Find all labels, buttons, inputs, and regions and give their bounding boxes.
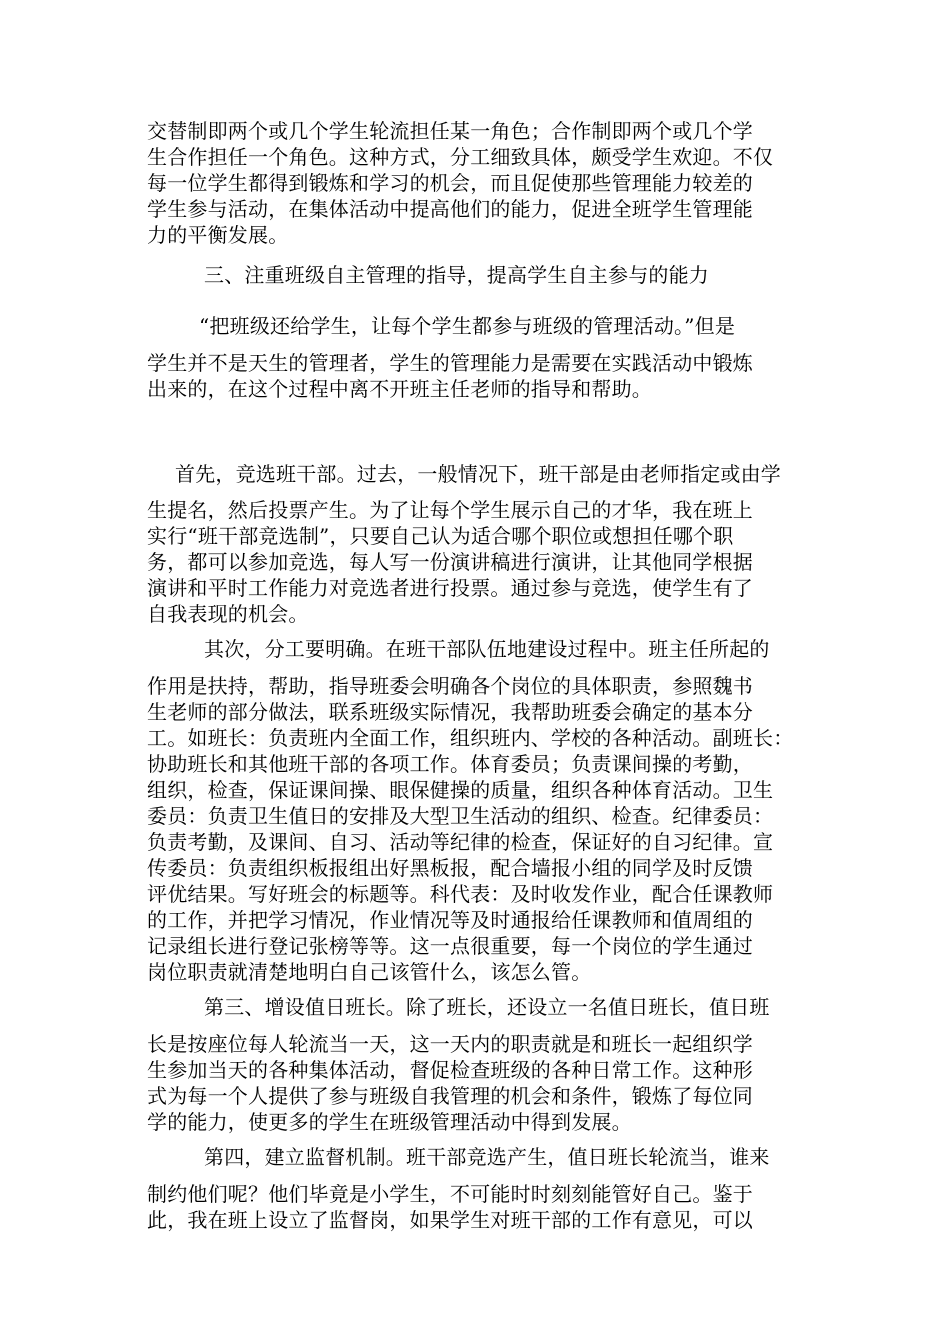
text-line: 作用是扶持，帮助，指导班委会明确各个岗位的具体职责，参照魏书 <box>147 674 753 698</box>
text-line: 记录组长进行登记张榜等等。这一点很重要，每一个岗位的学生通过 <box>147 934 753 958</box>
text-line: 首先，竞选班干部。过去，一般情况下，班干部是由老师指定或由学 <box>175 462 781 486</box>
text-line: 交替制即两个或几个学生轮流担任某一角色；合作制即两个或几个学 <box>147 119 753 143</box>
text-line: 学生并不是天生的管理者，学生的管理能力是需要在实践活动中锻炼 <box>147 351 753 375</box>
section-heading: 三、注重班级自主管理的指导，提高学生自主参与的能力 <box>204 263 709 287</box>
text-line: 其次，分工要明确。在班干部队伍地建设过程中。班主任所起的 <box>204 637 770 661</box>
text-line: 力的平衡发展。 <box>147 223 289 247</box>
text-line: 式为每一个人提供了参与班级自我管理的机会和条件，锻炼了每位同 <box>147 1084 753 1108</box>
text-line: 演讲和平时工作能力对竞选者进行投票。通过参与竞选，使学生有了 <box>147 576 753 600</box>
text-line: 第四，建立监督机制。班干部竞选产生，值日班长轮流当，谁来 <box>204 1145 770 1169</box>
text-line: 生老师的部分做法，联系班级实际情况，我帮助班委会确定的基本分 <box>147 700 753 724</box>
text-line: 第三、增设值日班长。除了班长，还设立一名值日班长，值日班 <box>204 995 770 1019</box>
text-line: 生提名，然后投票产生。为了让每个学生展示自己的才华，我在班上 <box>147 498 753 522</box>
text-line: 实行“班干部竞选制”，只要自己认为适合哪个职位或想担任哪个职 <box>147 524 734 548</box>
text-line: 传委员：负责组织板报组出好黑板报，配合墙报小组的同学及时反馈 <box>147 856 753 880</box>
text-line: 学生参与活动，在集体活动中提高他们的能力，促进全班学生管理能 <box>147 197 753 221</box>
text-line: 此，我在班上设立了监督岗，如果学生对班干部的工作有意见，可以 <box>147 1208 753 1232</box>
text-line: 学的能力，使更多的学生在班级管理活动中得到发展。 <box>147 1110 632 1134</box>
text-line: 每一位学生都得到锻炼和学习的机会，而且促使那些管理能力较差的 <box>147 171 753 195</box>
text-line: 自我表现的机会。 <box>147 602 309 626</box>
text-line: 制约他们呢？他们毕竟是小学生，不可能时时刻刻能管好自己。鉴于 <box>147 1182 753 1206</box>
text-line: 生合作担任一个角色。这种方式，分工细致具体，颇受学生欢迎。不仅 <box>147 145 774 169</box>
text-line: 生参加当天的各种集体活动，督促检查班级的各种日常工作。这种形 <box>147 1058 753 1082</box>
text-line: 工。如班长：负责班内全面工作，组织班内、学校的各种活动。副班长： <box>147 726 794 750</box>
text-line: 协助班长和其他班干部的各项工作。体育委员；负责课间操的考勤， <box>147 752 753 776</box>
text-line: 的工作，并把学习情况，作业情况等及时通报给任课教师和值周组的 <box>147 908 753 932</box>
text-line: 出来的，在这个过程中离不开班主任老师的指导和帮助。 <box>147 377 652 401</box>
text-line: 组织，检查，保证课间操、眼保健操的质量，组织各种体育活动。卫生 <box>147 778 774 802</box>
text-line: 务，都可以参加竞选，每人写一份演讲稿进行演讲，让其他同学根据 <box>147 550 753 574</box>
text-line: 评优结果。写好班会的标题等。科代表：及时收发作业，配合任课教师 <box>147 882 774 906</box>
text-line: 岗位职责就清楚地明白自己该管什么，该怎么管。 <box>147 960 592 984</box>
text-line: “把班级还给学生，让每个学生都参与班级的管理活动。”但是 <box>199 314 736 338</box>
text-line: 委员：负责卫生值日的安排及大型卫生活动的组织、检查。纪律委员： <box>147 804 774 828</box>
text-line: 负责考勤，及课间、自习、活动等纪律的检查，保证好的自习纪律。宣 <box>147 830 774 854</box>
text-line: 长是按座位每人轮流当一天，这一天内的职责就是和班长一起组织学 <box>147 1032 753 1056</box>
